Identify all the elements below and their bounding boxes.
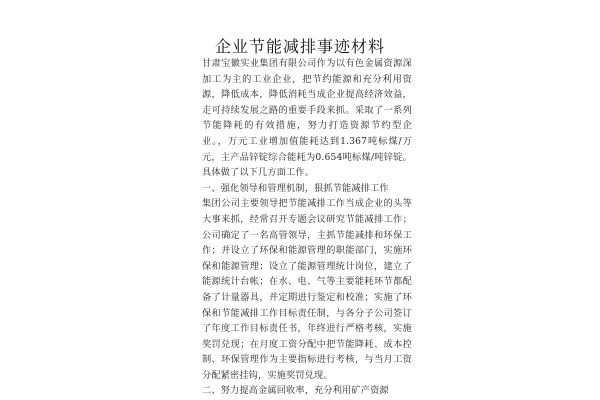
- section-heading-2: 二、努力提高金属回收率，充分利用矿产资源: [202, 385, 389, 397]
- section-heading-1: 一、强化领导和管理机制，狠抓节能减排工作: [202, 182, 389, 194]
- document-title: 企业节能减排事迹材料: [214, 37, 385, 56]
- intro-paragraph: 甘肃宝徽实业集团有限公司作为以有色金属资源深加工为主的工业企业，把节约能源和充分利用资源，降低成本，降低消耗当成企业提高经济效益，走可持续发展之路的重要手段来抓。采取了一系列节能降耗的有效措施，努力打造资源节约型企业。，万元工业增加值能耗达到1.367吨标煤/万元，主产品锌锭综合能耗为0.654吨标煤/吨锌锭。具体做了以下几方面工作。: [202, 58, 412, 179]
- section-body-1: 集团公司主要领导把节能减排工作当成企业的头等大事来抓，经常召开专题会议研究节能减排工作；公司确定了一名高管领导，主抓节能减排和环保工作；并设立了环保和能源管理的职能部门，实施环保和能源管理；设立了能源管理统计岗位，建立了能源统计台帐；在水、电、气等主要能耗环节都配备了计量器具，并定期进行鉴定和校准；实施了环保和节能减排工作目标责任制，与各分子公司签订了年度工作目标责任书，年终进行严格考核，实施奖罚兑现；在月度工资分配中把节能降耗、成本控制、环保管理作为主要指标进行考核，与当月工资分配紧密挂钩，实施奖罚兑现。: [202, 198, 412, 381]
- document-body: [202, 56, 412, 399]
